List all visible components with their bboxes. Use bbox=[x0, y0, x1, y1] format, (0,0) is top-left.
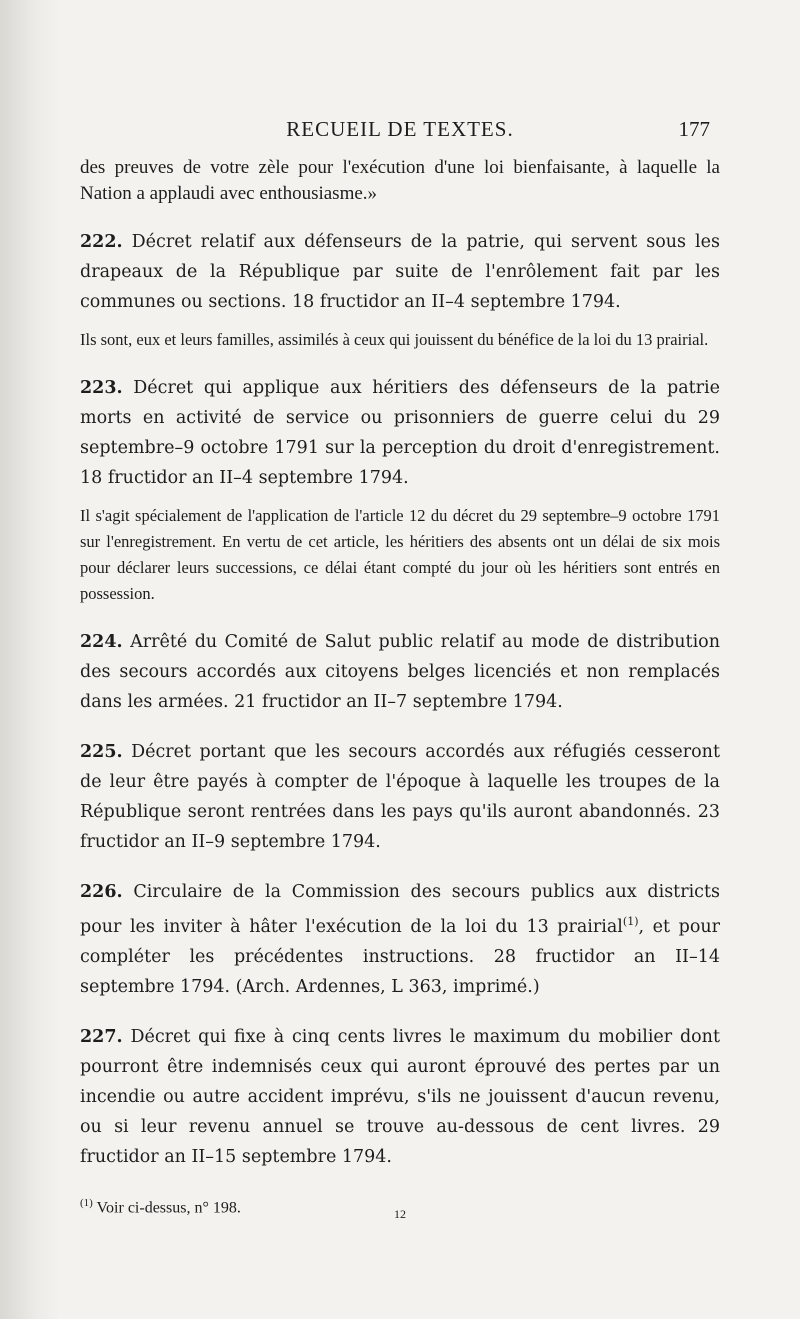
entry-note: Ils sont, eux et leurs familles, assimilés à ceux qui jouissent du bénéfice de la loi du 13 prairial. bbox=[80, 330, 709, 349]
entry-number: 224. bbox=[80, 632, 123, 652]
entry-number: 223. bbox=[80, 378, 123, 398]
decree-heading bbox=[80, 737, 720, 857]
decree-heading bbox=[80, 627, 720, 717]
running-title: RECUEIL DE TEXTES. bbox=[286, 117, 514, 141]
entry-number: 226. bbox=[80, 882, 123, 902]
entry-note: Il s'agit spécialement de l'application de l'article 12 du décret du 29 septembre–9 octobre 1791 sur l'enregistrement. En vertu de cet article, les héritiers des absents ont un délai de six mois pour déclarer leurs successions, ce délai étant compté du jour où les héritiers sont entrés en possession. bbox=[80, 506, 720, 603]
decree-heading bbox=[80, 877, 720, 1002]
page-edge-shadow bbox=[0, 0, 60, 1319]
entry-title-part-1: Circulaire de la Commission des secours publics aux districts pour les inviter à hâter l'exécution de la loi du 13 prairial bbox=[80, 882, 720, 937]
footnote-reference[interactable]: (1) bbox=[622, 915, 639, 928]
decree-heading bbox=[80, 1022, 720, 1172]
entry-title: Décret relatif aux défenseurs de la patrie, qui servent sous les drapeaux de la République par suite de l'enrôlement fait par les communes ou sections. 18 fructidor an II–4 septembre 1794. bbox=[80, 232, 720, 312]
decree-heading bbox=[80, 373, 720, 493]
entry-number: 222. bbox=[80, 232, 123, 252]
page-body bbox=[80, 155, 720, 1219]
footnote-marker: (1) bbox=[80, 1196, 93, 1209]
entry-224 bbox=[80, 627, 720, 717]
entry-title: Décret qui fixe à cinq cents livres le maximum du mobilier dont pourront être indemnisés ceux qui auront éprouvé des pertes par un incendie ou autre accident imprévu, s'ils ne jouissent d'aucun revenu, ou si leur revenu annuel se trouve au-dessous de cent livres. 29 fructidor an II–15 septembre 1794. bbox=[80, 1026, 720, 1167]
entry-226 bbox=[80, 877, 720, 1002]
printer-signature-mark: 12 bbox=[394, 1207, 406, 1221]
page-number: 177 bbox=[678, 117, 710, 141]
entry-title-part-2: , et pour compléter les précédentes instructions. 28 fructidor an II–14 septembre 1794. (Arch. Ardennes, L 363, imprimé.) bbox=[80, 916, 720, 997]
decree-heading bbox=[80, 227, 720, 317]
entry-title: Décret portant que les secours accordés aux réfugiés cesseront de leur être payés à compter de l'époque à laquelle les troupes de la République seront rentrées dans les pays qu'ils auront abandonnés. 23 fructidor an II–9 septembre 1794. bbox=[80, 742, 720, 852]
entry-222 bbox=[80, 227, 720, 353]
page-header bbox=[80, 117, 720, 147]
entry-227 bbox=[80, 1022, 720, 1172]
entry-title: Arrêté du Comité de Salut public relatif au mode de distribution des secours accordés aux citoyens belges licenciés et non remplacés dans les armées. 21 fructidor an II–7 septembre 1794. bbox=[80, 632, 720, 712]
footnote-text: Voir ci-dessus, n° 198. bbox=[96, 1199, 241, 1217]
entry-number: 225. bbox=[80, 742, 123, 762]
entry-number: 227. bbox=[80, 1026, 123, 1047]
entry-223 bbox=[80, 373, 720, 607]
intro-paragraph: des preuves de votre zèle pour l'exécution d'une loi bienfaisante, à laquelle la Nation a applaudi avec enthousiasme.» bbox=[80, 157, 720, 204]
entry-225 bbox=[80, 737, 720, 857]
entry-title: Décret qui applique aux héritiers des défenseurs de la patrie morts en activité de service ou prisonniers de guerre celui du 29 septembre–9 octobre 1791 sur la perception du droit d'enregistrement. 18 fructidor an II–4 septembre 1794. bbox=[80, 378, 720, 488]
